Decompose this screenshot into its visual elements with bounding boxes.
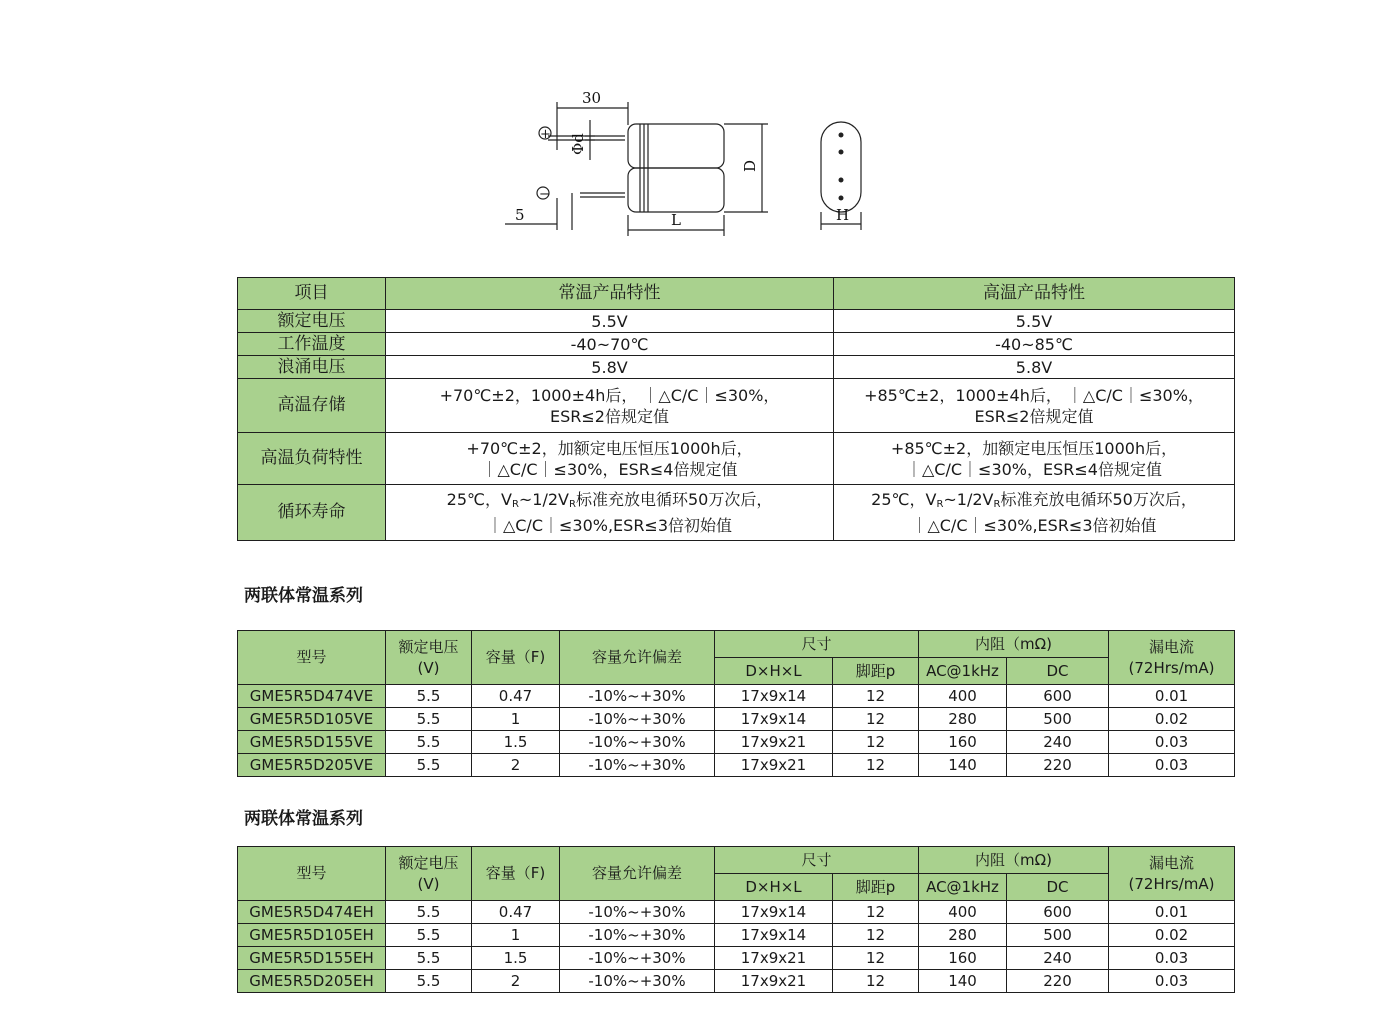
table-row (238, 924, 1235, 947)
cell-model: GME5R5D205VE (238, 754, 386, 777)
cell-dc: 600 (1007, 901, 1109, 924)
cell-size: 17x9x21 (715, 754, 833, 777)
cell-tolerance: -10%~+30% (560, 901, 715, 924)
cell-ac: 280 (919, 708, 1007, 731)
header-model: 型号 (238, 847, 386, 901)
cell-leakage: 0.03 (1109, 970, 1235, 993)
cell-capacity: 2 (472, 754, 560, 777)
cell-capacity: 1 (472, 708, 560, 731)
spec-high-line-1: 25℃，$V_R\sim 1/2V_R$标准充放电循环50万次后， (871, 490, 1197, 510)
table-row (238, 901, 1235, 924)
dim-D-label: D (741, 159, 759, 172)
cell-pitch: 12 (833, 685, 919, 708)
table-row (238, 970, 1235, 993)
header-leakage: 漏电流 (72Hrs/mA) (1109, 631, 1235, 685)
cell-capacity: 1.5 (472, 947, 560, 970)
cell-pitch: 12 (833, 947, 919, 970)
spec-high: -40~85℃ (834, 333, 1235, 356)
cell-voltage: 5.5 (386, 731, 472, 754)
spec-normal: -40~70℃ (386, 333, 834, 356)
spec-high: 5.8V (834, 356, 1235, 379)
model-header-row-1 (238, 631, 1235, 658)
spec-item: 循环寿命 (238, 485, 386, 541)
cell-capacity: 0.47 (472, 901, 560, 924)
spec-item: 工作温度 (238, 333, 386, 356)
cell-ac: 140 (919, 970, 1007, 993)
cell-size: 17x9x14 (715, 685, 833, 708)
cell-model: GME5R5D105EH (238, 924, 386, 947)
cell-dc: 600 (1007, 685, 1109, 708)
spec-high-line-1: +85℃±2，1000±4h后， ｜△C/C｜≤30%， (864, 385, 1204, 405)
header-dc: DC (1007, 658, 1109, 685)
cell-pitch: 12 (833, 708, 919, 731)
cell-pitch: 12 (833, 754, 919, 777)
header-model: 型号 (238, 631, 386, 685)
header-dc: DC (1007, 874, 1109, 901)
cell-tolerance: -10%~+30% (560, 970, 715, 993)
spec-high (834, 433, 1235, 485)
dim-L-label: L (671, 211, 681, 229)
cell-capacity: 0.47 (472, 685, 560, 708)
cell-voltage: 5.5 (386, 947, 472, 970)
spec-high (834, 379, 1235, 433)
spec-row-cycle-life (238, 485, 1235, 541)
spec-row-high-temp-storage (238, 379, 1235, 433)
model-header-row-1 (238, 847, 1235, 874)
cell-pitch: 12 (833, 731, 919, 754)
dim-30-label: 30 (582, 89, 602, 107)
series-title: 两联体常温系列 (244, 809, 363, 829)
cell-ac: 400 (919, 685, 1007, 708)
capacitor-dimension-diagram (0, 0, 1400, 260)
table-row (238, 685, 1235, 708)
cell-voltage: 5.5 (386, 708, 472, 731)
header-pitch: 脚距p (833, 658, 919, 685)
spec-row-operating-temp (238, 333, 1235, 356)
cell-leakage: 0.03 (1109, 731, 1235, 754)
cell-voltage: 5.5 (386, 924, 472, 947)
plus-symbol: + (540, 127, 551, 142)
cell-pitch: 12 (833, 901, 919, 924)
spec-normal-line-1: 25℃，$V_R\sim 1/2V_R$标准充放电循环50万次后， (446, 490, 773, 510)
spec-high-line-2: ｜△C/C｜≤30%，ESR≤4倍规定值 (906, 459, 1162, 479)
cell-capacity: 2 (472, 970, 560, 993)
spec-header-item: 项目 (238, 278, 386, 310)
cell-dc: 500 (1007, 924, 1109, 947)
cell-ac: 280 (919, 924, 1007, 947)
cell-dc: 240 (1007, 731, 1109, 754)
cell-ac: 140 (919, 754, 1007, 777)
header-tolerance: 容量允许偏差 (560, 631, 715, 685)
cell-size: 17x9x14 (715, 924, 833, 947)
spec-normal (386, 433, 834, 485)
pin-dot-bottom (839, 196, 844, 201)
header-resistance: 内阻（mΩ) (919, 631, 1109, 658)
cell-ac: 400 (919, 901, 1007, 924)
cell-model: GME5R5D474EH (238, 901, 386, 924)
table-row (238, 947, 1235, 970)
cell-leakage: 0.03 (1109, 947, 1235, 970)
cell-voltage: 5.5 (386, 754, 472, 777)
cell-tolerance: -10%~+30% (560, 947, 715, 970)
cell-capacity: 1.5 (472, 731, 560, 754)
table-row (238, 708, 1235, 731)
cell-voltage: 5.5 (386, 685, 472, 708)
minus-symbol: − (539, 187, 550, 202)
header-size-dhl: D×H×L (715, 874, 833, 901)
spec-normal-line-2: ｜△C/C｜≤30%，ESR≤4倍规定值 (481, 459, 738, 479)
cell-tolerance: -10%~+30% (560, 924, 715, 947)
cell-tolerance: -10%~+30% (560, 731, 715, 754)
pin-dot-lower (839, 178, 844, 183)
cell-model: GME5R5D205EH (238, 970, 386, 993)
header-ac: AC@1kHz (919, 658, 1007, 685)
cell-model: GME5R5D155EH (238, 947, 386, 970)
spec-high-line-1: +85℃±2，加额定电压恒压1000h后， (890, 438, 1178, 458)
spec-header-normal: 常温产品特性 (386, 278, 834, 310)
spec-row-high-temp-load (238, 433, 1235, 485)
capacitor-can-top (628, 124, 724, 168)
cell-dc: 220 (1007, 970, 1109, 993)
spec-row-surge-voltage (238, 356, 1235, 379)
header-size: 尺寸 (715, 631, 919, 658)
cell-capacity: 1 (472, 924, 560, 947)
table-row (238, 731, 1235, 754)
header-resistance: 内阻（mΩ) (919, 847, 1109, 874)
spec-normal (386, 379, 834, 433)
pin-dot-top (839, 133, 844, 138)
cell-dc: 220 (1007, 754, 1109, 777)
cell-tolerance: -10%~+30% (560, 685, 715, 708)
cell-size: 17x9x14 (715, 708, 833, 731)
series-title: 两联体常温系列 (244, 586, 363, 606)
spec-normal-line-1: +70℃±2，1000±4h后， ｜△C/C｜≤30%， (439, 385, 780, 405)
cell-size: 17x9x21 (715, 970, 833, 993)
header-leakage: 漏电流 (72Hrs/mA) (1109, 847, 1235, 901)
cell-ac: 160 (919, 731, 1007, 754)
dim-H-label: H (836, 206, 850, 224)
cell-size: 17x9x21 (715, 947, 833, 970)
spec-item: 额定电压 (238, 310, 386, 333)
cell-voltage: 5.5 (386, 901, 472, 924)
header-voltage: 额定电压 (V) (386, 631, 472, 685)
dim-phi-d-label: Φd (569, 133, 587, 155)
cell-model: GME5R5D155VE (238, 731, 386, 754)
spec-item: 高温负荷特性 (238, 433, 386, 485)
cell-leakage: 0.02 (1109, 924, 1235, 947)
spec-normal (386, 485, 834, 541)
cell-ac: 160 (919, 947, 1007, 970)
cell-size: 17x9x21 (715, 731, 833, 754)
header-size-dhl: D×H×L (715, 658, 833, 685)
cell-leakage: 0.03 (1109, 754, 1235, 777)
header-size: 尺寸 (715, 847, 919, 874)
header-voltage: 额定电压 (V) (386, 847, 472, 901)
cell-tolerance: -10%~+30% (560, 754, 715, 777)
spec-item: 高温存储 (238, 379, 386, 433)
spec-table (237, 277, 1235, 541)
header-capacity: 容量（F) (472, 631, 560, 685)
spec-normal-line-1: +70℃±2，加额定电压恒压1000h后， (466, 438, 753, 458)
cell-pitch: 12 (833, 970, 919, 993)
header-tolerance: 容量允许偏差 (560, 847, 715, 901)
spec-header-high: 高温产品特性 (834, 278, 1235, 310)
cell-leakage: 0.01 (1109, 685, 1235, 708)
table-row (238, 754, 1235, 777)
spec-normal: 5.8V (386, 356, 834, 379)
spec-normal: 5.5V (386, 310, 834, 333)
pin-dot-upper (839, 150, 844, 155)
spec-high-line-2: ESR≤2倍规定值 (974, 406, 1094, 426)
model-table (237, 846, 1235, 993)
spec-high: 5.5V (834, 310, 1235, 333)
spec-row-rated-voltage (238, 310, 1235, 333)
cell-size: 17x9x14 (715, 901, 833, 924)
header-ac: AC@1kHz (919, 874, 1007, 901)
dim-5-label: 5 (515, 206, 525, 224)
spec-high-line-2: ｜△C/C｜≤30%,ESR≤3倍初始值 (911, 516, 1157, 535)
spec-normal-line-2: ｜△C/C｜≤30%,ESR≤3倍初始值 (486, 516, 733, 535)
cell-model: GME5R5D105VE (238, 708, 386, 731)
spec-item: 浪涌电压 (238, 356, 386, 379)
model-table (237, 630, 1235, 777)
spec-normal-line-2: ESR≤2倍规定值 (550, 406, 669, 426)
cell-dc: 240 (1007, 947, 1109, 970)
cell-tolerance: -10%~+30% (560, 708, 715, 731)
cell-pitch: 12 (833, 924, 919, 947)
capacitor-can-bottom (628, 168, 724, 212)
spec-header-row (238, 278, 1235, 310)
header-capacity: 容量（F) (472, 847, 560, 901)
header-pitch: 脚距p (833, 874, 919, 901)
cell-dc: 500 (1007, 708, 1109, 731)
cell-leakage: 0.02 (1109, 708, 1235, 731)
spec-high (834, 485, 1235, 541)
cell-model: GME5R5D474VE (238, 685, 386, 708)
cell-voltage: 5.5 (386, 970, 472, 993)
cell-leakage: 0.01 (1109, 901, 1235, 924)
